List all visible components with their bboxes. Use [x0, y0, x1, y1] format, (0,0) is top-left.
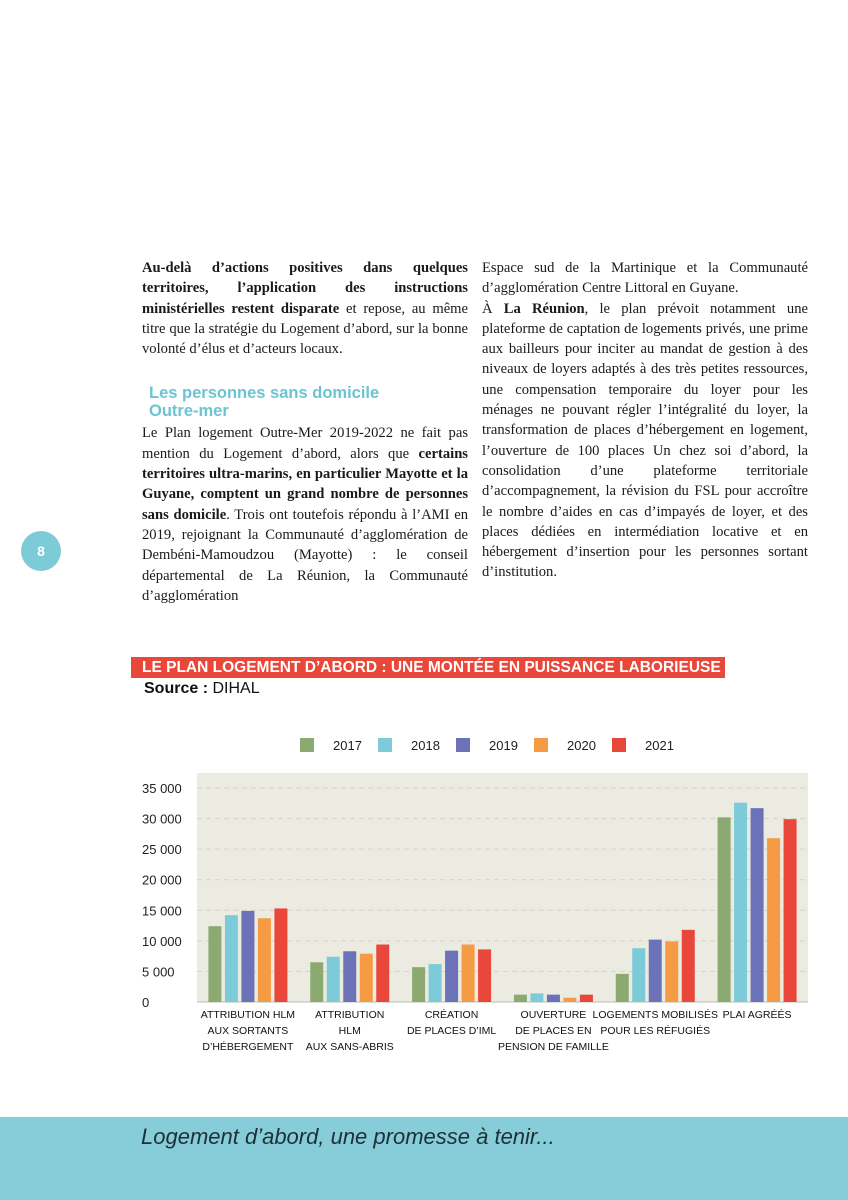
- bar-2017: [514, 995, 527, 1002]
- overseas-text-end: . Trois ont toutefois répondu à l’AMI en 2019, rejoignant la Communauté d’agglomération de Dembéni-Mamoudzou (Mayotte) : le conseil départemental de La Réunion, la Communauté d’agglomération: [142, 506, 468, 604]
- bar-chart: [0, 720, 848, 1060]
- chart-title-banner: LE PLAN LOGEMENT D’ABORD : UNE MONTÉE EN PUISSANCE LABORIEUSE: [142, 657, 725, 678]
- x-category-label: DE PLACES EN: [515, 1025, 592, 1037]
- martinique-paragraph: Espace sud de la Martinique et la Communauté d’agglomération Centre Littoral en Guyane.: [482, 260, 808, 297]
- legend-label-2021: 2021: [645, 738, 674, 753]
- x-category-label: POUR LES RÉFUGIÉS: [600, 1025, 711, 1037]
- bar-2020: [258, 918, 271, 1002]
- bar-2018: [734, 803, 747, 1002]
- section-heading: [149, 384, 468, 420]
- legend-swatch-2021: [612, 738, 626, 752]
- bar-2020: [767, 838, 780, 1002]
- y-tick-label: 30 000: [142, 811, 182, 827]
- legend-label-2019: 2019: [489, 738, 518, 753]
- x-category-label: PENSION DE FAMILLE: [497, 1041, 609, 1053]
- x-category-label: ATTRIBUTION: [315, 1009, 385, 1021]
- bar-2020: [462, 945, 475, 1002]
- section-heading-line-2: Outre-mer: [149, 402, 229, 421]
- right-column: [482, 258, 808, 583]
- bar-2018: [530, 993, 543, 1002]
- footer-text: Logement d’abord, une promesse à tenir...: [141, 1124, 555, 1149]
- y-tick-label: 15 000: [142, 903, 182, 919]
- page-number: 8: [37, 543, 45, 559]
- chart-banner-accent: [131, 657, 142, 678]
- legend-swatch-2017: [300, 738, 314, 752]
- legend-swatch-2018: [378, 738, 392, 752]
- y-tick-label: 20 000: [142, 872, 182, 888]
- x-category-label: AUX SANS-ABRIS: [305, 1041, 394, 1053]
- x-category-label: HLM: [338, 1025, 361, 1037]
- x-category-label: DE PLACES D’IML: [406, 1025, 497, 1037]
- bar-2021: [784, 819, 797, 1002]
- bar-2019: [343, 951, 356, 1002]
- y-tick-label: 25 000: [142, 842, 182, 858]
- bar-2019: [751, 808, 764, 1002]
- left-column: [142, 258, 468, 606]
- legend-swatch-2020: [534, 738, 548, 752]
- bar-2021: [478, 949, 491, 1002]
- bar-2021: [274, 908, 287, 1002]
- chart-source: [144, 680, 260, 698]
- overseas-text-start: Le Plan logement Outre-Mer 2019-2022 ne fait pas mention du Logement d’abord, alors que: [142, 425, 468, 462]
- legend-label-2017: 2017: [333, 738, 362, 753]
- bar-2020: [360, 954, 373, 1002]
- x-category-label: PLAI AGRÉÉS: [722, 1009, 792, 1021]
- y-tick-label: 10 000: [142, 933, 182, 949]
- overseas-paragraph: [142, 423, 468, 606]
- bar-2021: [580, 995, 593, 1002]
- overseas-bold-text: certains territoires ultra-marins, en particulier Mayotte et la Guyane, comptent un grand nombre de personnes sans domicile: [142, 445, 468, 523]
- y-tick-label: 5 000: [142, 964, 175, 980]
- reunion-paragraph: [482, 299, 808, 583]
- bar-2017: [718, 817, 731, 1002]
- intro-paragraph: [142, 258, 468, 359]
- bar-2020: [563, 998, 576, 1002]
- reunion-bold-text: La Réunion: [503, 300, 585, 317]
- bar-2017: [616, 974, 629, 1002]
- chart-source-value: DIHAL: [208, 680, 260, 697]
- bar-2018: [429, 964, 442, 1002]
- x-category-label: ATTRIBUTION HLM: [200, 1009, 296, 1021]
- bar-2019: [445, 951, 458, 1002]
- bar-2018: [632, 948, 645, 1002]
- legend-label-2018: 2018: [411, 738, 440, 753]
- plot-background: [197, 773, 808, 1002]
- x-category-label: OUVERTURE: [520, 1009, 587, 1021]
- bar-2018: [225, 915, 238, 1002]
- legend-swatch-2019: [456, 738, 470, 752]
- intro-bold-text: Au-delà d’actions positives dans quelques territoires, l’application des instructions ministérielles restent disparate: [142, 260, 468, 317]
- bar-2017: [412, 967, 425, 1002]
- intro-text: et repose, au même titre que la stratégie du Logement d’abord, sur la bonne volonté d’élus et d’acteurs locaux.: [142, 300, 469, 358]
- y-tick-label: 0: [142, 995, 150, 1010]
- y-tick-label: 35 000: [142, 781, 182, 796]
- x-category-label: AUX SORTANTS: [207, 1025, 289, 1037]
- reunion-text-end: , le plan prévoit notamment une plateforme de captation de logements privés, une prime aux bailleurs pour inciter au mandat de gestion à des niveaux de loyers adaptés à des très petites ressources, une compensation temporaire du loyer pour les ménages ne pouvant régler l’intégralité du loyer, la transformation de places d’hébergement en logement, l’ouverture de 100 places Un chez soi d’abord, la consolidation d’une plateforme territoriale d’accompagnement, la révision du FSL pour accroître le nombre d’aides en cas d’impayés de loyer, et des places dédiées en intermédiation locative et en hébergement d’insertion pour les personnes sortant d’institution.: [482, 300, 808, 581]
- bar-2019: [547, 995, 560, 1002]
- bar-2017: [310, 962, 323, 1002]
- x-category-label: CRÉATION: [424, 1009, 479, 1021]
- bar-2019: [241, 911, 254, 1002]
- section-heading-line-1: Les personnes sans domicile: [149, 384, 380, 403]
- bar-2021: [682, 930, 695, 1002]
- page-number-badge: [21, 531, 61, 571]
- bar-2019: [649, 940, 662, 1002]
- reunion-text-start: À: [482, 300, 504, 317]
- x-category-label: D’HÉBERGEMENT: [202, 1041, 294, 1053]
- bar-2021: [376, 945, 389, 1002]
- bar-2020: [665, 941, 678, 1002]
- bar-2017: [208, 926, 221, 1002]
- legend-label-2020: 2020: [567, 738, 596, 753]
- bar-2018: [327, 957, 340, 1002]
- x-category-label: LOGEMENTS MOBILISÉS: [592, 1009, 718, 1021]
- chart-source-label: Source :: [144, 680, 209, 697]
